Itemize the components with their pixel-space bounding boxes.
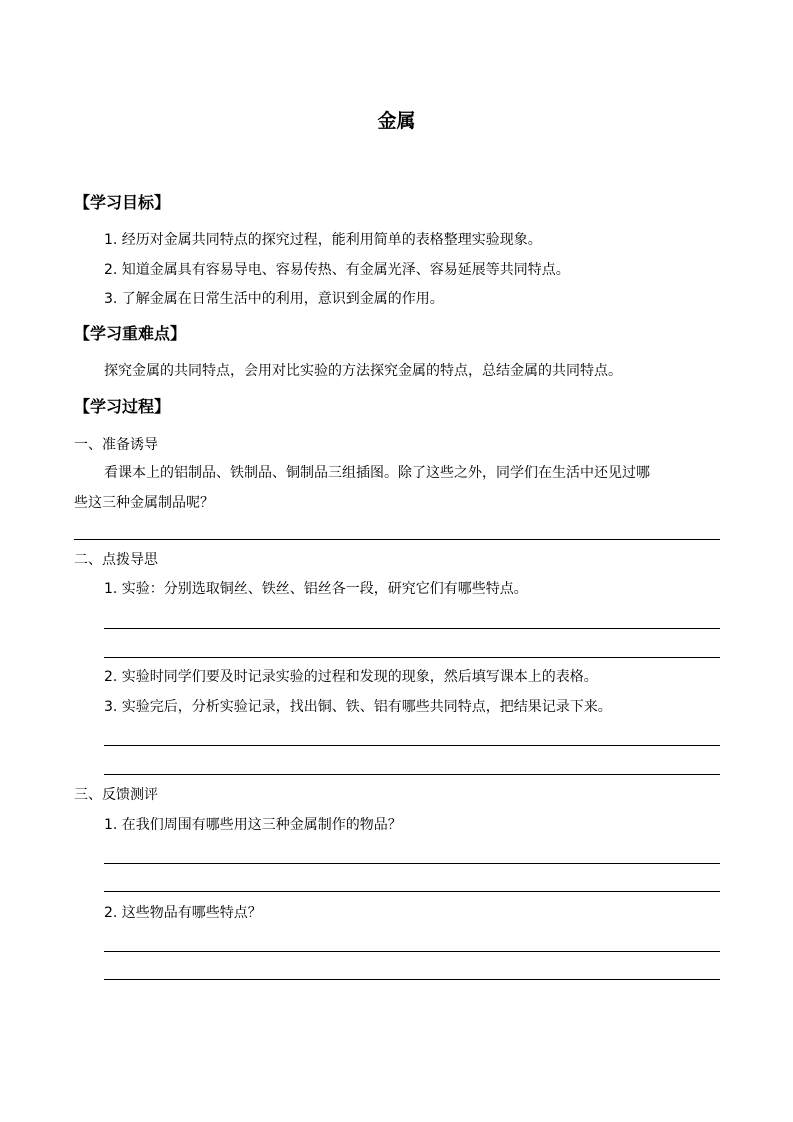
objective-item-2: 2. 知道金属具有容易导电、容易传热、有金属光泽、容易延展等共同特点。 <box>104 262 570 278</box>
objectives-heading: 【学习目标】 <box>74 193 171 212</box>
process-heading: 【学习过程】 <box>74 397 171 416</box>
answer-line[interactable] <box>104 951 720 952</box>
part2-question-1: 1. 实验：分别选取铜丝、铁丝、铝丝各一段，研究它们有哪些特点。 <box>104 581 528 597</box>
key-points-heading: 【学习重难点】 <box>74 324 187 343</box>
part3-question-1: 1. 在我们周围有哪些用这三种金属制作的物品？ <box>104 817 402 833</box>
part1-heading: 一、准备诱导 <box>74 437 158 453</box>
part1-text-line1: 看课本上的铝制品、铁制品、铜制品三组插图。除了这些之外，同学们在生活中还见过哪 <box>104 465 650 481</box>
part3-heading: 三、反馈测评 <box>74 787 158 803</box>
answer-line[interactable] <box>104 863 720 864</box>
answer-line[interactable] <box>104 628 720 629</box>
answer-line[interactable] <box>104 891 720 892</box>
answer-line[interactable] <box>104 745 720 746</box>
key-points-text: 探究金属的共同特点，会用对比实验的方法探究金属的特点，总结金属的共同特点。 <box>104 363 622 379</box>
objective-item-1: 1. 经历对金属共同特点的探究过程，能利用简单的表格整理实验现象。 <box>104 232 542 248</box>
part2-question-2: 2. 实验时同学们要及时记录实验的过程和发现的现象，然后填写课本上的表格。 <box>104 669 598 685</box>
part2-heading: 二、点拨导思 <box>74 552 158 568</box>
objective-item-3: 3. 了解金属在日常生活中的利用，意识到金属的作用。 <box>104 291 444 307</box>
part3-question-2: 2. 这些物品有哪些特点？ <box>104 905 262 921</box>
answer-line[interactable] <box>104 979 720 980</box>
answer-line[interactable] <box>104 774 720 775</box>
answer-line[interactable] <box>104 657 720 658</box>
page-title: 金属 <box>377 110 416 132</box>
answer-line[interactable] <box>74 539 720 540</box>
part2-question-3: 3. 实验完后，分析实验记录，找出铜、铁、铝有哪些共同特点，把结果记录下来。 <box>104 699 612 715</box>
part1-text-line2: 些这三种金属制品呢？ <box>74 495 214 511</box>
